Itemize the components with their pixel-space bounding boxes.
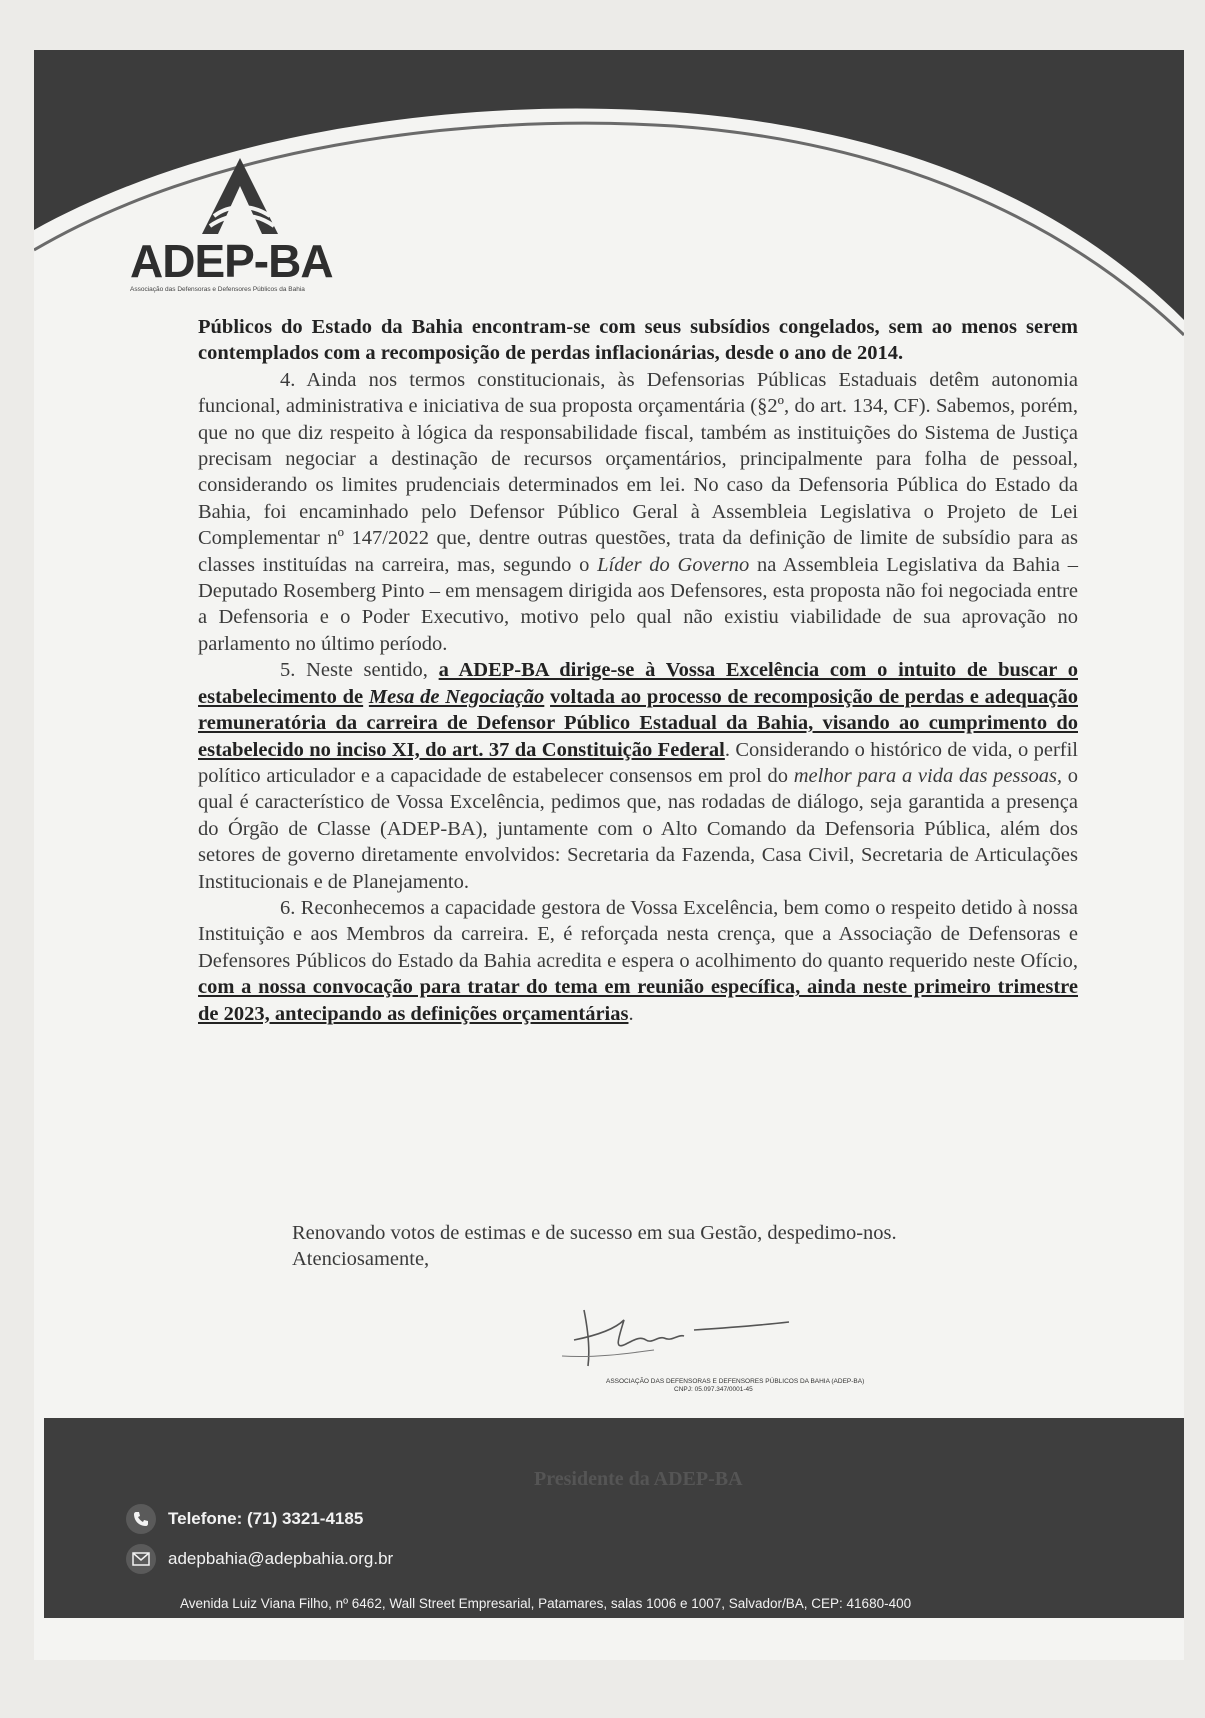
signature-cnpj: CNPJ: 05.097.347/0001-45 (674, 1386, 753, 1393)
adep-logo (130, 156, 360, 293)
handwritten-signature (554, 1300, 794, 1370)
paragraph-3-continuation: Públicos do Estado da Bahia encontram-se com seus subsídios congelados, sem ao menos serem contemplados com a recomposição de perdas inflacionárias, desde o ano de 2014. (198, 316, 1078, 365)
closing (292, 1220, 897, 1273)
footer-email (126, 1544, 393, 1574)
closing-line: Renovando votos de estimas e de sucesso em sua Gestão, despedimo-nos. (292, 1222, 897, 1244)
signature-stamp: ASSOCIAÇÃO DAS DEFENSORAS E DEFENSORES PÚBLICOS DA BAHIA (ADEP-BA) (606, 1378, 865, 1385)
closing-salutation: Atenciosamente, (292, 1248, 430, 1271)
letter-body (198, 314, 1078, 1027)
logo-subtitle: Associação das Defensoras e Defensores Públicos da Bahia (130, 286, 305, 293)
logo-a-mark-icon (200, 156, 280, 236)
footer-phone (126, 1504, 363, 1534)
paragraph-4: 4. Ainda nos termos constitucionais, às Defensorias Públicas Estaduais detêm autonomia funcional, administrativa e iniciativa de sua proposta orçamentária (§2º, do art. 134, CF). Sabemos, porém, que no que diz respeito à lógica da responsabilidade fiscal, também as instituições do Sistema de Justiça precisam negociar a destinação de recursos orçamentários, principalmente para folha de pessoal, considerando os limites prudenciais determinados em lei. No caso da Defensoria Pública do Estado da Bahia, foi encaminhado pelo Defensor Público Geral à Assembleia Legislativa o Projeto de Lei Complementar nº 147/2022 que, dentre outras questões, trata da definição de limite de subsídio para as classes instituídas na carreira, mas, segundo o Líder do Governo na Assembleia Legislativa da Bahia – Deputado Rosemberg Pinto – em mensagem dirigida aos Defensores, esta proposta não foi negociada entre a Defensoria e o Poder Executivo, motivo pelo qual não existiu viabilidade de sua aprovação no parlamento no último período. (198, 368, 1079, 655)
paragraph-5: 5. Neste sentido, a ADEP-BA dirige-se à Vossa Excelência com o intuito de buscar o estabelecimento de Mesa de Negociação voltada ao processo de recomposição de perdas e adequação remuneratória da carreira de Defensor Público Estadual da Bahia, visando ao cumprimento do estabelecido no inciso XI, do art. 37 da Constituição Federal. Considerando o histórico de vida, o perfil político articulador e a capacidade de estabelecer consensos em prol do melhor para a vida das pessoas, o qual é característico de Vossa Excelência, pedimos que, nas rodadas de diálogo, seja garantida a presença do Órgão de Classe (ADEP-BA), juntamente com o Alto Comando da Defensoria Pública, além dos setores de governo diretamente envolvidos: Secretaria da Fazenda, Casa Civil, Secretaria de Articulações Institucionais e de Planejamento. (198, 659, 1079, 893)
email-link[interactable]: adepbahia@adepbahia.org.br (168, 1549, 394, 1568)
logo-text: ADEP-BA (130, 235, 333, 287)
footer-band (44, 1418, 1184, 1618)
paragraph-6: 6. Reconhecemos a capacidade gestora de Vossa Excelência, bem como o respeito detido à nossa Instituição e aos Membros da carreira. E, é reforçada nesta crença, que a Associação de Defensoras e Defensores Públicos do Estado da Bahia acredita e espera o acolhimento do quanto requerido neste Ofício, com a nossa convocação para tratar do tema em reunião específica, ainda neste primeiro trimestre de 2023, antecipando as definições orçamentárias. (198, 896, 1078, 1025)
phone-text: Telefone: (71) 3321-4185 (168, 1509, 364, 1528)
signer-role: Presidente da ADEP-BA (534, 1468, 743, 1490)
letter-page (34, 50, 1184, 1660)
footer-address: Avenida Luiz Viana Filho, nº 6462, Wall Street Empresarial, Patamares, salas 1006 e 1007, Salvador/BA, CEP: 41680-400 (180, 1596, 912, 1611)
mail-icon (126, 1544, 156, 1574)
phone-icon (126, 1504, 156, 1534)
